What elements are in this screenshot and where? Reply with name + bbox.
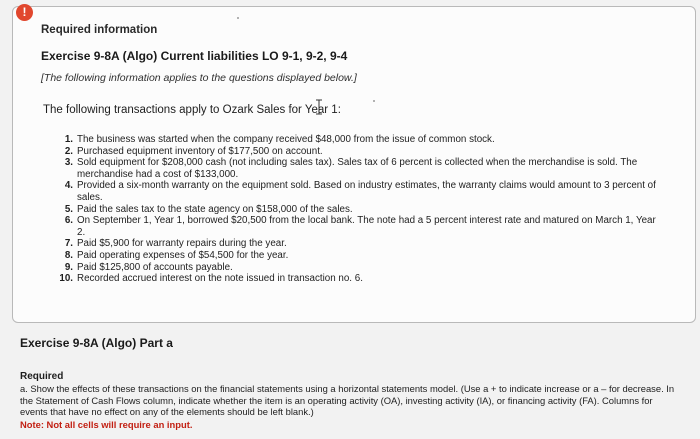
transaction-text: Purchased equipment inventory of $177,500 on account. <box>77 145 323 157</box>
part-title: Exercise 9-8A (Algo) Part a <box>20 336 173 350</box>
decorative-dot <box>237 17 239 19</box>
transaction-number: 3. <box>64 157 73 169</box>
transaction-item <box>59 250 659 262</box>
alert-icon[interactable]: ! <box>16 4 33 21</box>
transaction-number: 4. <box>64 180 73 192</box>
transaction-item <box>59 238 659 250</box>
transaction-text: Sold equipment for $208,000 cash (not including sales tax). Sales tax of 6 percent is collected when the merchandise is sold. The merchandise had a cost of $133,000. <box>77 157 638 180</box>
transaction-number: 5. <box>64 203 73 215</box>
transaction-text: Recorded accrued interest on the note issued in transaction no. 6. <box>77 273 363 285</box>
transaction-text: Provided a six-month warranty on the equipment sold. Based on industry estimates, the warranty claims would amount to 3 percent of sales. <box>77 180 656 203</box>
transaction-text: Paid $125,800 of accounts payable. <box>77 261 233 273</box>
exercise-title: Exercise 9-8A (Algo) Current liabilities LO 9-1, 9-2, 9-4 <box>41 49 348 63</box>
required-instructions: a. Show the effects of these transactions on the financial statements using a horizontal statements model. (Use a + to indicate increase or a – for decrease. In the Statement of Cash Flows column, indicate whether the item is an operating activity (OA), investing activity (IA), or financing activity (FA). Columns for events that have no effect on any of the elements should be left blank.) <box>20 383 675 417</box>
input-note: Note: Not all cells will require an input. <box>20 419 193 430</box>
transaction-number: 10. <box>59 273 73 285</box>
applies-note: [The following information applies to the questions displayed below.] <box>41 72 357 84</box>
transaction-text: Paid the sales tax to the state agency on $158,000 of the sales. <box>77 203 353 215</box>
transaction-text: Paid operating expenses of $54,500 for the year. <box>77 249 289 261</box>
transaction-item <box>59 146 659 158</box>
transaction-text: On September 1, Year 1, borrowed $20,500 from the local bank. The note had a 5 percent interest rate and matured on March 1, Year 2. <box>77 215 656 238</box>
transaction-text: Paid $5,900 for warranty repairs during the year. <box>77 238 287 250</box>
transaction-item <box>59 134 659 146</box>
transaction-text: The business was started when the company received $48,000 from the issue of common stock. <box>77 134 495 145</box>
transaction-number: 2. <box>64 145 73 157</box>
transaction-number: 8. <box>64 249 73 261</box>
transaction-item <box>59 157 659 180</box>
required-label: Required <box>20 371 64 382</box>
transaction-number: 1. <box>64 134 73 145</box>
transaction-number: 6. <box>64 215 73 227</box>
required-info-heading: Required information <box>41 24 158 36</box>
transaction-item <box>59 262 659 274</box>
transaction-item <box>59 204 659 216</box>
text-cursor-icon <box>315 99 323 115</box>
transaction-item <box>59 180 659 203</box>
decorative-dot <box>373 100 375 102</box>
transactions-list <box>59 134 659 285</box>
transaction-item <box>59 215 659 238</box>
transaction-item <box>59 273 659 285</box>
required-information-panel <box>12 6 696 323</box>
transaction-number: 9. <box>64 261 73 273</box>
transactions-intro: The following transactions apply to Ozark Sales for Year 1: <box>43 104 341 116</box>
transaction-number: 7. <box>64 238 73 250</box>
